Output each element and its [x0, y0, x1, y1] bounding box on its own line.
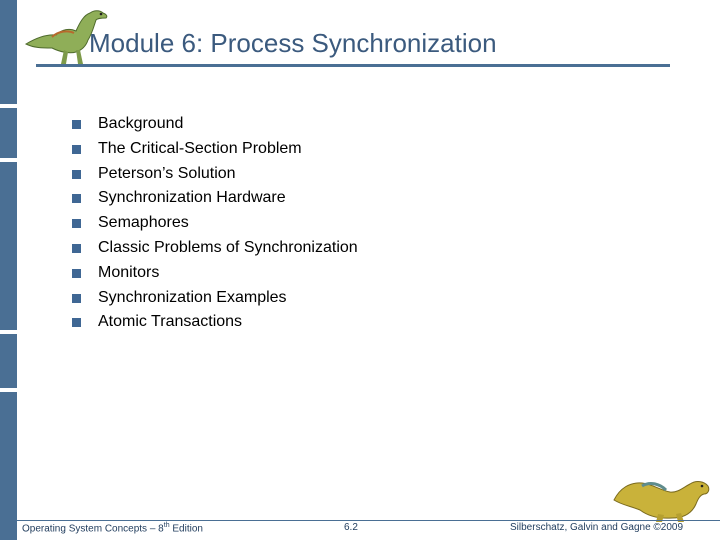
square-bullet-icon: [72, 194, 81, 203]
slide-title: Module 6: Process Synchronization: [89, 28, 497, 58]
bullet-text: Classic Problems of Synchronization: [98, 238, 358, 256]
accent-bar-notch: [0, 388, 17, 392]
footer-book-title-text: Operating System Concepts – 8: [22, 523, 164, 535]
square-bullet-icon: [72, 244, 81, 253]
footer-page-number: 6.2: [344, 522, 358, 533]
bullet-text: Atomic Transactions: [98, 313, 243, 331]
accent-bar-notch: [0, 104, 17, 108]
footer-copyright: Silberschatz, Galvin and Gagne ©2009: [510, 522, 684, 533]
square-bullet-icon: [72, 219, 81, 228]
dinosaur-icon: [612, 466, 712, 522]
bullet-text: Monitors: [98, 263, 160, 281]
square-bullet-icon: [72, 170, 81, 179]
bullet-text: Synchronization Hardware: [98, 189, 286, 207]
square-bullet-icon: [72, 145, 81, 154]
square-bullet-icon: [72, 318, 81, 327]
bullet-text: Background: [98, 115, 184, 132]
accent-bar-notch: [0, 330, 17, 334]
footer-divider: [17, 520, 720, 521]
footer-edition-suffix: th: [163, 522, 170, 529]
bullet-text: Synchronization Examples: [98, 288, 287, 306]
square-bullet-icon: [72, 120, 81, 129]
footer-book-title: [22, 522, 203, 534]
square-bullet-icon: [72, 294, 81, 303]
accent-bar-notch: [0, 158, 17, 162]
left-accent-bar: [0, 0, 17, 540]
footer-edition-word: Edition: [169, 523, 203, 535]
bullet-text: Semaphores: [98, 214, 189, 232]
bullet-text: Peterson’s Solution: [98, 164, 236, 182]
square-bullet-icon: [72, 269, 81, 278]
title-underline: [36, 64, 670, 67]
bullet-text: The Critical-Section Problem: [98, 139, 302, 157]
